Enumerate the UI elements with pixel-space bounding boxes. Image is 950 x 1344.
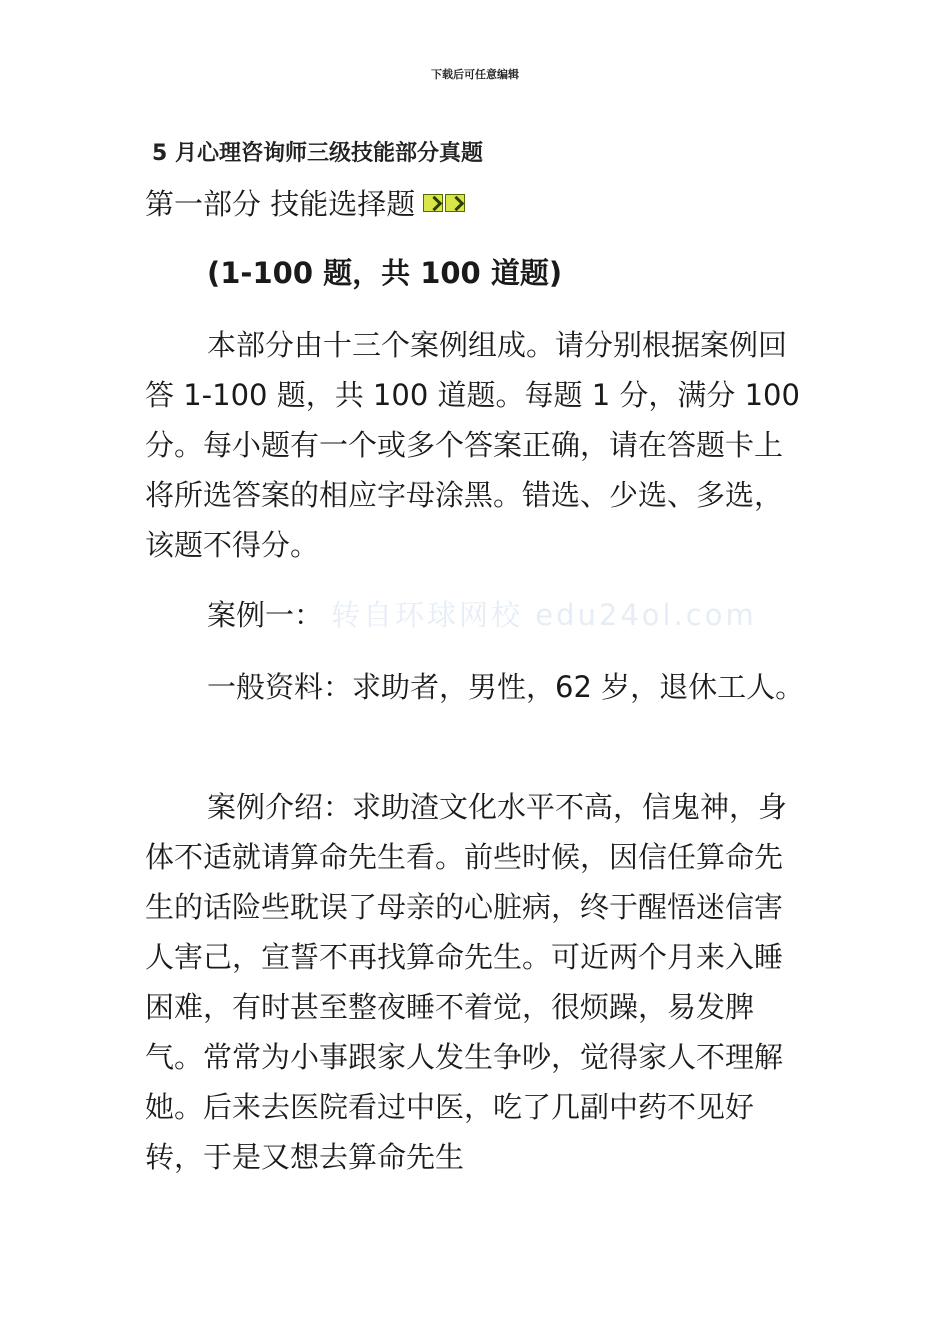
case-heading-line: [145, 590, 805, 640]
arrow-icon: [445, 194, 465, 212]
question-range: (1-100 题，共 100 道题): [207, 256, 563, 290]
document-title: 5 月心理咨询师三级技能部分真题: [152, 141, 483, 166]
watermark-text: 转自环球网校 edu24ol.com: [331, 598, 757, 632]
case-intro-paragraph: 案例介绍：求助渣文化水平不高，信鬼神，身体不适就请算命先生看。前些时候，因信任算命先生的话险些耽误了母亲的心脏病，终于醒悟迷信害人害己，宣誓不再找算命先生。可近两个月来入睡困难，有时甚至整夜睡不着觉，很烦躁，易发脾气。常常为小事跟家人发生争吵，觉得家人不理解她。后来去医院看过中医，吃了几副中药不见好转，于是又想去算命先生: [145, 790, 788, 1174]
case-heading: 案例一：: [207, 598, 324, 632]
section-title-text: 第一部分 技能选择题: [145, 187, 416, 221]
header-note: 下载后可任意编辑: [431, 68, 519, 81]
arrow-icon: [423, 194, 443, 212]
section-title: [145, 182, 465, 223]
instructions-paragraph: 本部分由十三个案例组成。请分别根据案例回答 1-100 题，共 100 道题。每题 1 分，满分 100 分。每小题有一个或多个答案正确，请在答题卡上将所选答案的相应字母涂黑。错选、少选、多选，该题不得分。: [145, 328, 800, 562]
section-icons: [423, 194, 465, 212]
general-info-paragraph: 一般资料：求助者，男性，62 岁，退休工人。: [207, 670, 805, 704]
